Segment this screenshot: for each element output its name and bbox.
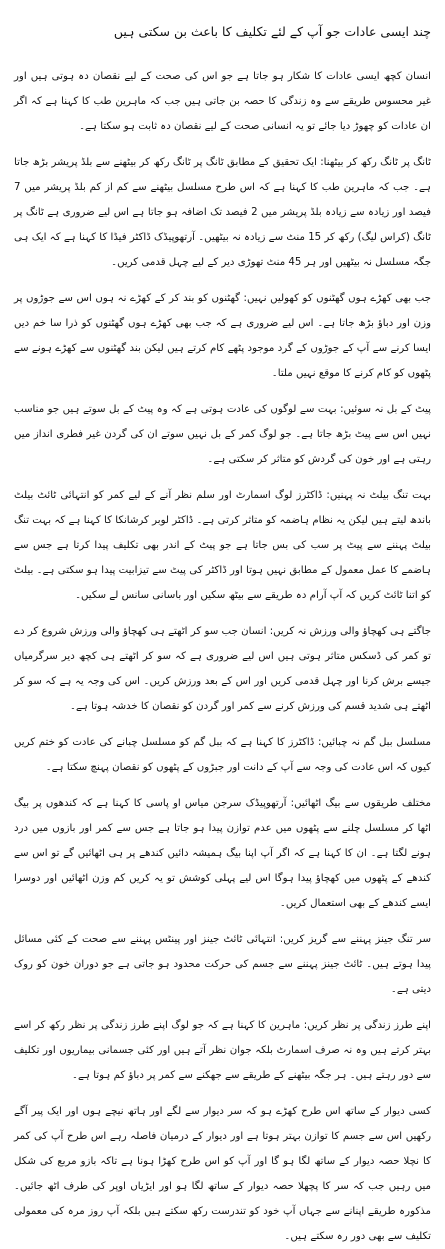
paragraph-sleep-position: پیٹ کے بل نہ سوئیں: بہت سے لوگوں کی عادت ہوتی ہے کہ وہ پیٹ کے بل سوتے ہیں جو مناسب نہیں اس سے پیٹ بڑھ جاتا ہے۔ جو لوگ کمر کے بل نہیں سوتے ان کی گردن غیر فطری انداز میں رہتی ہے اور خون کی گردش کو متاثر کر سکتی ہے۔ xyxy=(14,404,431,465)
paragraph-tight-jeans: سر تنگ جینز پہننے سے گریز کریں: انتہائی ٹائٹ جینز اور پینٹس پہننے سے صحت کے کئی مسائل پیدا ہوتے ہیں۔ ٹائٹ جینز پہننے سے جسم کی حرکت محدود ہو جاتی ہے جو دوران خون کو روک دیتی ہے۔ xyxy=(14,934,431,995)
article-title: چند ایسی عادات جو آپ کے لئے تکلیف کا باعث بن سکتی ہیں xyxy=(113,24,431,39)
paragraph-crossed-legs: ٹانگ پر ٹانگ رکھ کر بیٹھنا: ایک تحقیق کے مطابق ٹانگ پر ٹانگ رکھ کر بیٹھنے سے بلڈ پریشر بڑھ جاتا ہے۔ جب کہ ماہرین طب کا کہنا ہے کہ اس طرح مسلسل بیٹھنے سے کم از کم بلڈ پریشر میں 7 فیصد اور زیادہ سے زیادہ بلڈ پریشر میں 2 فیصد تک اضافہ ہو جاتا ہے اس لیے ضروری ہے ٹانگ پر ٹانگ (کراس لیگ) رکھ کر 15 منٹ سے زیادہ نہ بیٹھیں۔ آرتھوپیڈک ڈاکٹر فیڈا کا کہنا ہے کہ ایک ہی جگہ مسلسل نہ بیٹھیں اور ہر 45 منٹ تھوڑی دیر کے لیے چہل قدمی کریں۔ xyxy=(14,157,431,268)
paragraph-bag-carrying: مختلف طریقوں سے بیگ اٹھائیں: آرتھوپیڈک سرجن میاس او پاسی کا کہنا ہے کہ کندھوں پر بیگ اٹھا کر مسلسل چلنے سے پٹھوں میں عدم توازن پیدا ہو جاتا ہے جس سے کمر اور بازوں میں درد ہونے لگتا ہے۔ ان کا کہنا ہے کہ اگر آپ اپنا بیگ ہمیشہ دائیں کندھے پر ہی اٹھائیں گے تو اس سے کندھے کے پٹھوں میں کھچاؤ پیدا ہوگا اس لیے پہلی کوشش تو یہ کریں کم وزن اٹھائیں اور دوسرا ایسے کندھے کے بھی استعمال کریں۔ xyxy=(14,798,431,909)
paragraph-morning-exercise: جاگتے ہی کھچاؤ والی ورزش نہ کریں: انسان جب سو کر اٹھتے ہی کھچاؤ والی ورزش شروع کر دے تو کمر کی ڈسکس متاثر ہوتی ہیں اس لیے ضروری ہے کہ سو کر اٹھتے ہی کچھ دیر سرگرمیاں جیسے برش کرنا اور چہل قدمی کریں اور اس کے بعد ورزش کریں۔ اس کی وجہ یہ ہے کہ سو کر اٹھتے ہی شدید قسم کی ورزش کرنے سے کمر اور گردن کو نقصان کا خدشہ ہوتا ہے۔ xyxy=(14,626,431,712)
paragraph-wall-posture: کسی دیوار کے ساتھ اس طرح کھڑے ہو کہ سر دیوار سے لگے اور ہاتھ نیچے ہوں اور ایک پیر آگے رکھیں اس سے جسم کا توازن بہتر ہوتا ہے اور دیوار کے درمیان فاصلہ رہے اس طرح آپ کی کمر کا نچلا حصہ دیوار کے ساتھ لگا ہو گا اور آپ کو اس طرح کھڑا ہونا ہے تاکہ بازو مربع کی شکل میں رہیں جب کہ سر کا پچھلا حصہ دیوار کے ساتھ لگا ہو اور ایڑیاں اوپر کی طرف اٹھ جائیں۔ مذکورہ طریقے اپنانے سے جہاں آپ خود کو تندرست رکھ سکتے ہیں بلکہ آپ روز مرہ کی معمولی تکلیف سے بھی دور رہ سکتے ہیں۔ xyxy=(14,1106,431,1242)
paragraph-bubble-gum: مسلسل ببل گم نہ چبائیں: ڈاکٹرز کا کہنا ہے کہ ببل گم کو مسلسل چبانے کی عادت کو ختم کریں کیوں کہ اس عادت کی وجہ سے آپ کے دانت اور جبڑوں کے پٹھوں کو نقصان پہنچ سکتا ہے۔ xyxy=(14,737,431,773)
paragraph-tight-belt: بہت تنگ بیلٹ نہ پہنیں: ڈاکٹرز لوگ اسمارٹ اور سلم نظر آنے کے لیے کمر کو انتہائی ٹائٹ بیلٹ باندھ لیتے ہیں لیکن یہ نظام ہاضمہ کو متاثر کرتی ہے۔ ڈاکٹر لوبر کرشانکا کا کہنا ہے کہ بہت تنگ بیلٹ پہننے سے پیٹ پر سب کی بس جاتا ہے جو پیٹ کے اندر بھی تکلیف پیدا کرتا ہے جس سے ہاضمے کا عمل معمول کے مطابق نہیں ہوتا اور ڈاکٹر کی پیٹ سے تیزابیت پیدا ہو سکتی ہے۔ بیلٹ کو اتنا ٹائٹ کریں کہ آپ آرام دہ طریقے سے بیٹھ سکیں اور باسانی سانس لے سکیں۔ xyxy=(14,490,431,601)
paragraph-lifestyle: اپنے طرز زندگی پر نظر کریں: ماہرین کا کہنا ہے کہ جو لوگ اپنے طرز زندگی پر نظر رکھ کر اسے بہتر کرتے ہیں وہ نہ صرف اسمارٹ بلکہ جوان نظر آتے ہیں اور کئی جسمانی بیماریوں اور تکلیف سے دور رہتے ہیں۔ ہر جگہ بیٹھنے کے طریقے سے جھکنے سے کمر پر دباؤ کم ہوتا ہے۔ xyxy=(14,1020,431,1081)
article-body xyxy=(14,64,431,1249)
paragraph-knees: جب بھی کھڑے ہوں گھٹنوں کو کھولیں نہیں: گھٹنوں کو بند کر کے کھڑے نہ ہوں اس سے جوڑوں پر وزن اور دباؤ بڑھ جاتا ہے۔ اس لیے ضروری ہے کہ جب بھی کھڑے ہوں گھٹنوں کو ذرا سا خم دیں ایسا کرنے سے آپ کے جوڑوں کے گرد موجود پٹھے کام کرتے ہیں لیکن بند گھٹنوں سے کھڑے ہونے سے پٹھوں کو کام کرنے کا موقع نہیں ملتا۔ xyxy=(14,293,431,379)
paragraph-intro: انسان کچھ ایسی عادات کا شکار ہو جاتا ہے جو اس کی صحت کے لیے نقصان دہ ہوتی ہیں اور غیر محسوس طریقے سے وہ زندگی کا حصہ بن جاتی ہیں جب کہ ماہرین طب کا کہنا ہے کہ اگر ان عادات کو چھوڑ دیا جائے تو یہ انسانی صحت کے لیے نقصان دہ ثابت ہو سکتا ہے۔ xyxy=(14,71,431,132)
